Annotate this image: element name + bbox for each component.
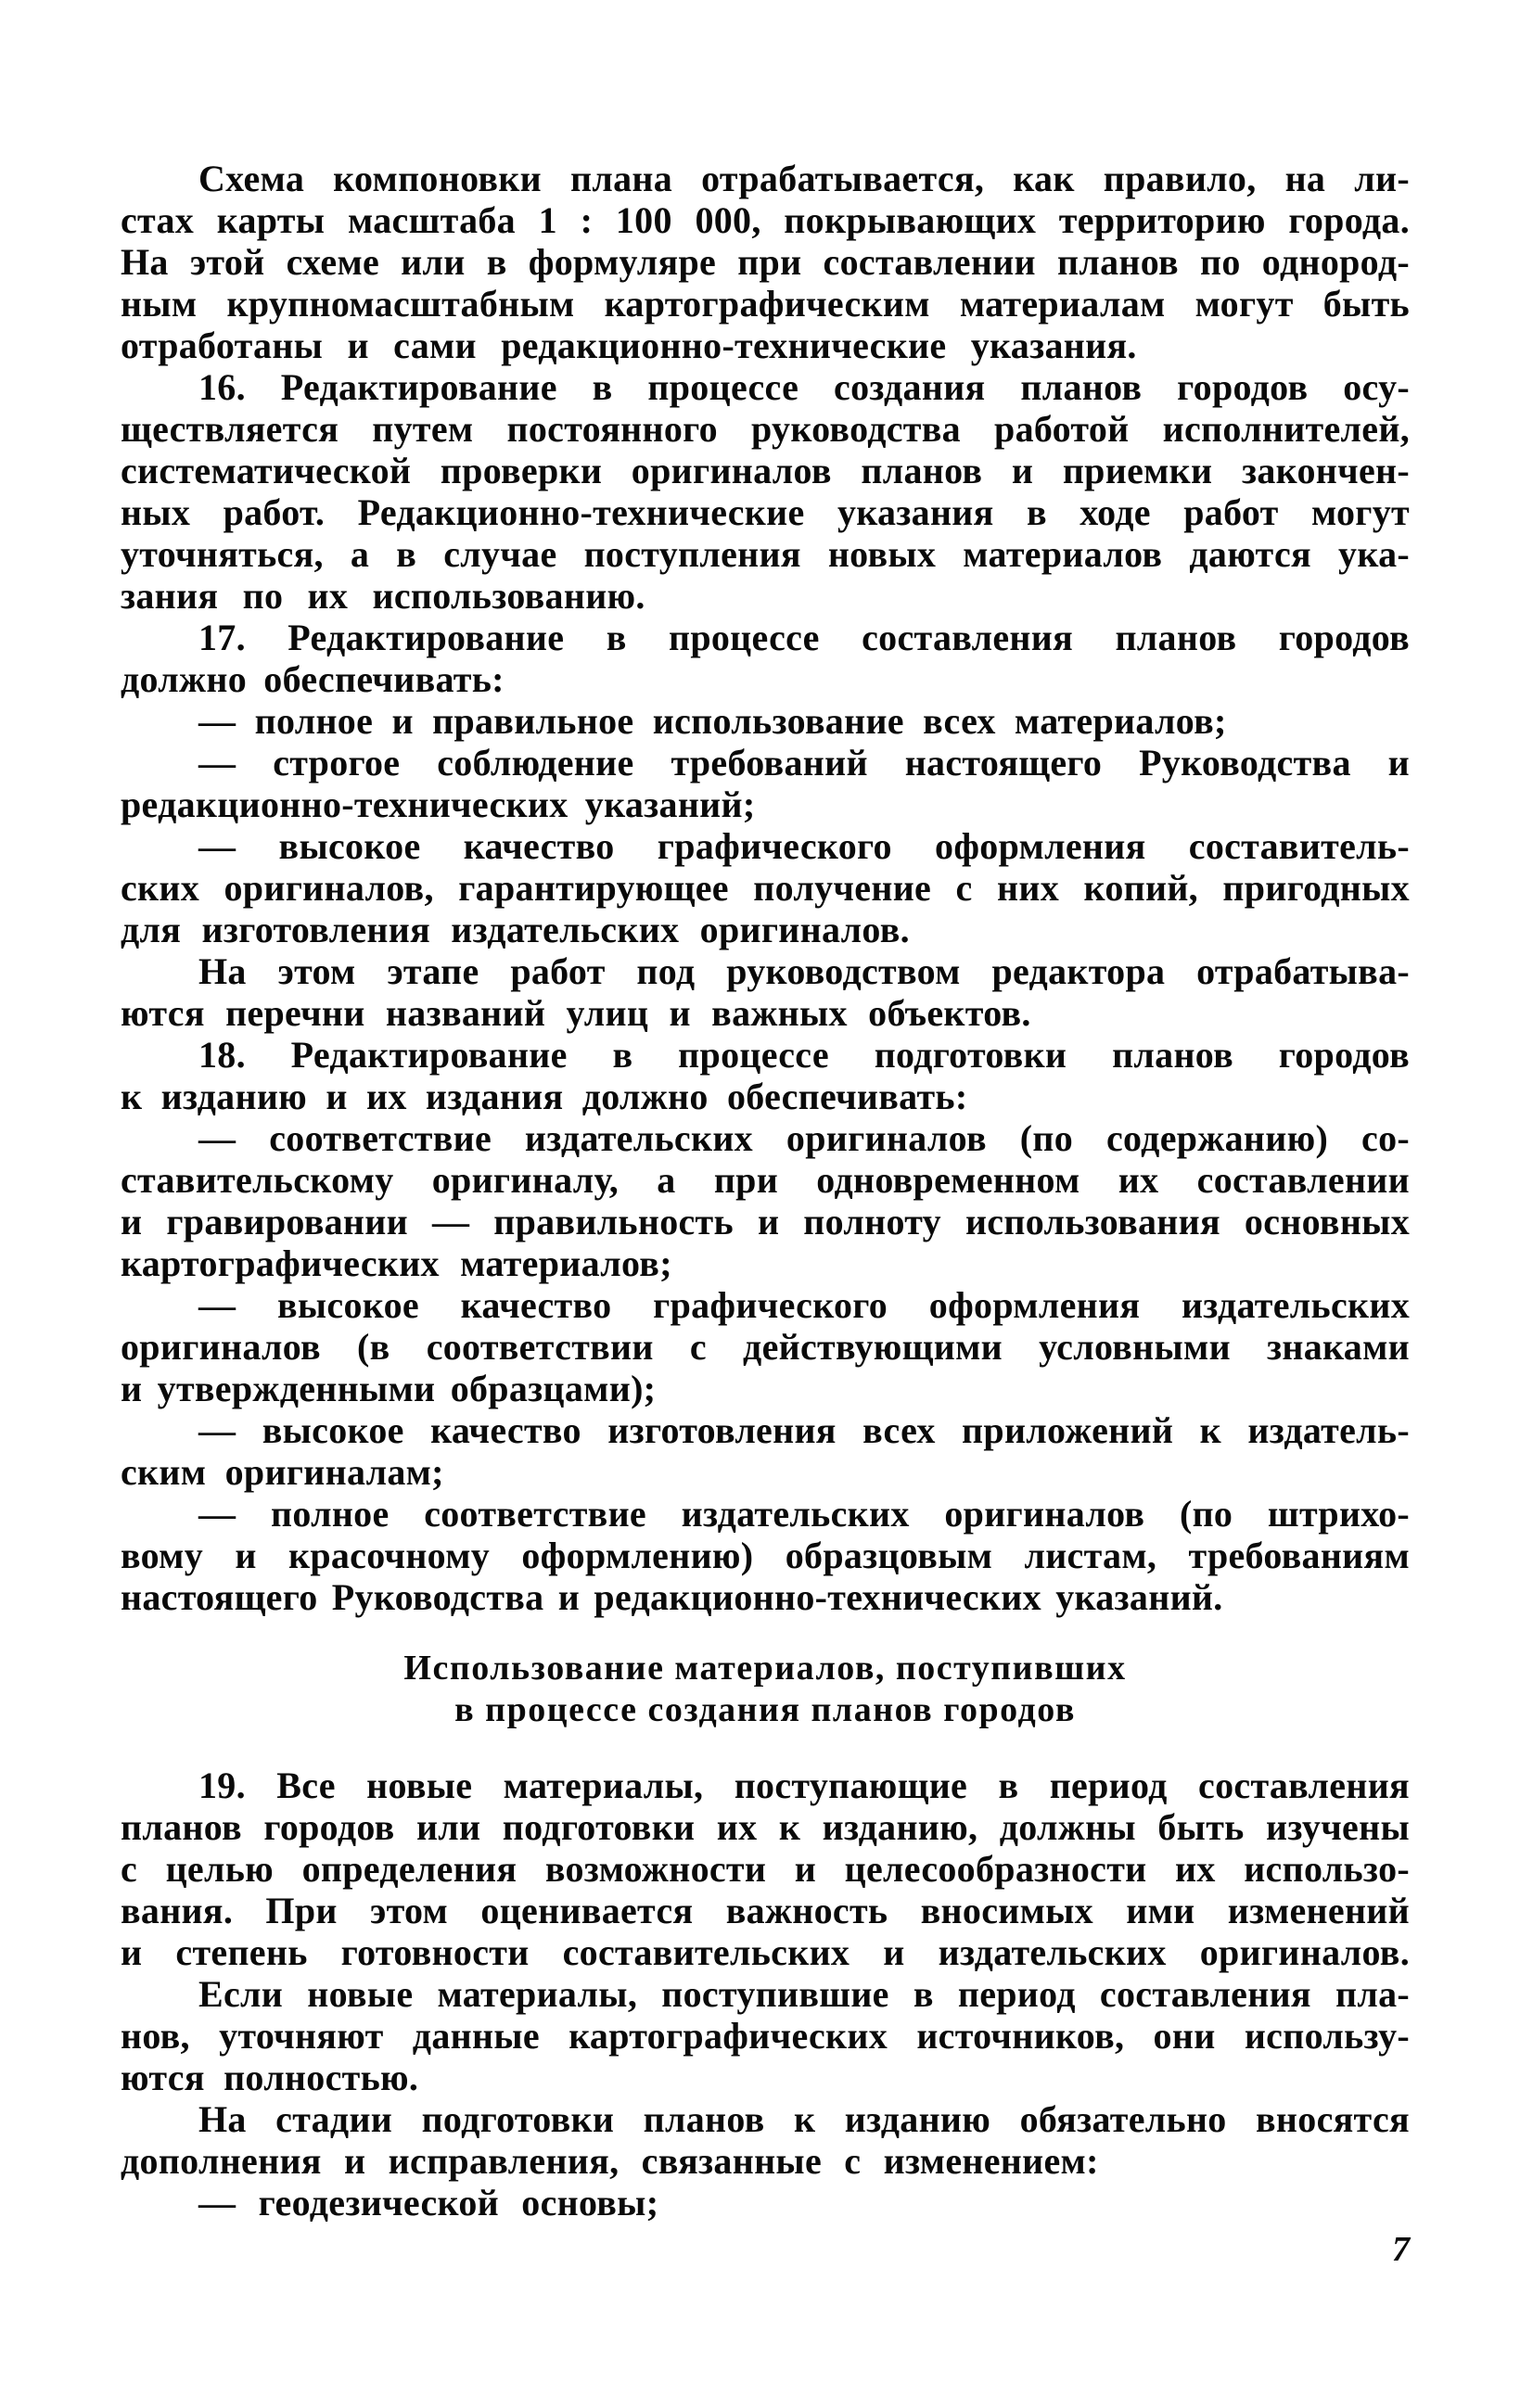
text-line: — соответствие издательских оригиналов (по содержанию) со- <box>198 1117 1410 1159</box>
text-line: Схема компоновки плана отрабатывается, как правило, на ли- <box>198 158 1410 199</box>
text-line: вания. При этом оценивается важность вносимых ими изменений <box>121 1890 1410 1931</box>
text-line: уточняться, а в случае поступления новых материалов даются ука- <box>121 533 1410 575</box>
text-line: — высокое качество графического оформления издательских <box>198 1284 1410 1326</box>
text-line: 17. Редактирование в процессе составления планов городов <box>198 617 1410 658</box>
text-line: ских оригиналов, гарантирующее получение с них копий, пригодных <box>121 867 1410 909</box>
text-line: На этом этапе работ под руководством редактора отрабатыва- <box>198 950 1410 992</box>
text-line: На стадии подготовки планов к изданию обязательно вносятся <box>198 2098 1410 2140</box>
page-number: 7 <box>1392 2230 1410 2269</box>
text-line: и утвержденными образцами); <box>121 1368 657 1409</box>
text-line: Если новые материалы, поступившие в период составления пла- <box>198 1973 1410 2015</box>
text-line: — полное и правильное использование всех материалов; <box>198 700 1227 742</box>
text-line: систематической проверки оригиналов планов и приемки закончен- <box>121 450 1410 491</box>
text-line: отработаны и сами редакционно-технические указания. <box>121 325 1137 366</box>
text-line: 18. Редактирование в процессе подготовки планов городов <box>198 1034 1410 1076</box>
text-line: картографических материалов; <box>121 1242 672 1284</box>
text-line: стах карты масштаба 1 : 100 000, покрывающих территорию города. <box>121 199 1410 241</box>
text-line: с целью определения возможности и целесообразности их использо- <box>121 1848 1410 1890</box>
text-line: 16. Редактирование в процессе создания планов городов осу- <box>198 366 1410 408</box>
section-heading <box>121 1648 1410 1731</box>
text-line: ным крупномасштабным картографическим материалам могут быть <box>121 283 1410 325</box>
body-paragraphs-bottom <box>121 1765 1410 2223</box>
text-line: зания по их использованию. <box>121 575 645 617</box>
text-line: — полное соответствие издательских оригиналов (по штрихо- <box>198 1493 1410 1535</box>
text-line: 19. Все новые материалы, поступающие в период составления <box>198 1765 1410 1806</box>
section-heading-line-2: в процессе создания планов городов <box>454 1690 1076 1729</box>
text-column <box>121 158 1410 2223</box>
text-line: — высокое качество изготовления всех приложений к издатель- <box>198 1409 1410 1451</box>
text-line: ются полностью. <box>121 2057 419 2098</box>
text-line: настоящего Руководства и редакционно-технических указаний. <box>121 1576 1223 1618</box>
text-line: нов, уточняют данные картографических источников, они использу- <box>121 2015 1410 2057</box>
text-line: для изготовления издательских оригиналов. <box>121 909 910 950</box>
text-line: ским оригиналам; <box>121 1451 444 1493</box>
text-line: ставительскому оригиналу, а при одновременном их составлении <box>121 1159 1410 1201</box>
text-line: — геодезической основы; <box>198 2182 659 2223</box>
text-line: и гравировании — правильность и полноту использования основных <box>121 1201 1410 1242</box>
text-line: — строгое соблюдение требований настоящего Руководства и <box>198 742 1410 784</box>
text-line: и степень готовности составительских и издательских оригиналов. <box>121 1931 1410 1973</box>
text-line: к изданию и их издания должно обеспечивать: <box>121 1076 968 1117</box>
text-line: должно обеспечивать: <box>121 658 505 700</box>
text-line: ных работ. Редакционно-технические указания в ходе работ могут <box>121 491 1410 533</box>
text-line: На этой схеме или в формуляре при составлении планов по однород- <box>121 241 1410 283</box>
text-line: планов городов или подготовки их к изданию, должны быть изучены <box>121 1806 1410 1848</box>
section-heading-line-1: Использование материалов, поступивших <box>403 1649 1127 1688</box>
text-line: ются перечни названий улиц и важных объектов. <box>121 992 1031 1034</box>
text-line: вому и красочному оформлению) образцовым листам, требованиям <box>121 1535 1410 1576</box>
body-paragraphs-top <box>121 158 1410 1618</box>
text-line: — высокое качество графического оформления составитель- <box>198 825 1410 867</box>
text-line: дополнения и исправления, связанные с изменением: <box>121 2140 1099 2182</box>
text-line: редакционно-технических указаний; <box>121 784 756 825</box>
text-line: ществляется путем постоянного руководства работой исполнителей, <box>121 408 1410 450</box>
text-line: оригиналов (в соответствии с действующими условными знаками <box>121 1326 1410 1368</box>
